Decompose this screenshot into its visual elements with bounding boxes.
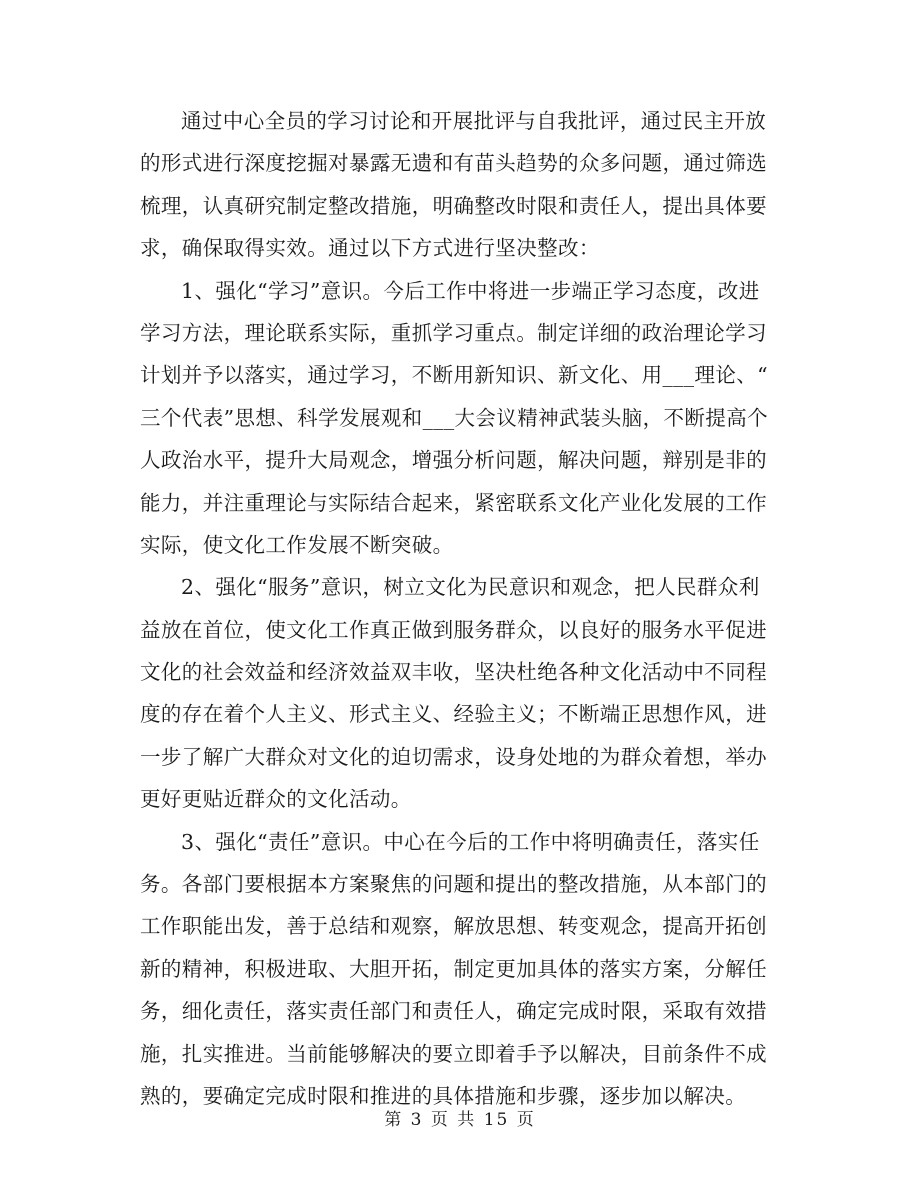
paragraph-service-line: 文化的社会效益和经济效益双丰收，坚决杜绝各种文化活动中不同程 <box>140 660 767 685</box>
body-text <box>140 100 800 1117</box>
page-number: 第 3 页 共 15 页 <box>384 1110 536 1130</box>
paragraph-study-line: 学习方法，理论联系实际，重抓学习重点。制定详细的政治理论学习 <box>140 320 767 345</box>
paragraph-service-line: 益放在首位，使文化工作真正做到服务群众，以良好的服务水平促进 <box>140 617 767 642</box>
paragraph-study-line: 三个代表”思想、科学发展观和___大会议精神武装头脑，不断提高个 <box>140 405 769 430</box>
paragraph-responsibility-line: 施，扎实推进。当前能够解决的要立即着手予以解决，目前条件不成 <box>140 1041 767 1066</box>
paragraph-study-line: 人政治水平，提升大局观念，增强分析问题，解决问题，辩别是非的 <box>140 448 767 473</box>
paragraph-responsibility-line: 新的精神，积极进取、大胆开拓，制定更加具体的落实方案，分解任 <box>140 956 767 981</box>
paragraph-service-line: 度的存在着个人主义、形式主义、经验主义；不断端正思想作风，进 <box>140 702 767 727</box>
paragraph-intro-line: 梳理，认真研究制定整改措施，明确整改时限和责任人，提出具体要 <box>140 193 767 218</box>
paragraph-responsibility-line: 工作职能出发，善于总结和观察，解放思想、转变观念，提高开拓创 <box>140 914 767 939</box>
paragraph-study-line: 能力，并注重理论与实际结合起来，紧密联系文化产业化发展的工作 <box>140 490 767 515</box>
paragraph-service-line: 2、强化“服务”意识，树立文化为民意识和观念，把人民群众利 <box>181 575 760 600</box>
paragraph-intro-line: 求，确保取得实效。通过以下方式进行坚决整改： <box>140 236 600 261</box>
paragraph-intro-line: 通过中心全员的学习讨论和开展批评与自我批评，通过民主开放 <box>181 109 767 133</box>
paragraph-study-line: 1、强化“学习”意识。今后工作中将进一步端正学习态度，改进 <box>181 278 760 303</box>
paragraph-responsibility-line: 3、强化“责任”意识。中心在今后的工作中将明确责任，落实任 <box>181 829 760 854</box>
paragraph-service-line: 更好更贴近群众的文化活动。 <box>140 787 412 812</box>
paragraph-responsibility-line: 务，细化责任，落实责任部门和责任人，确定完成时限，采取有效措 <box>140 999 767 1024</box>
paragraph-service-line: 一步了解广大群众对文化的迫切需求，设身处地的为群众着想，举办 <box>140 744 767 769</box>
paragraph-study-line: 计划并予以落实，通过学习，不断用新知识、新文化、用___理论、“ <box>140 363 769 388</box>
paragraph-intro-line: 的形式进行深度挖掘对暴露无遗和有苗头趋势的众多问题，通过筛选 <box>140 151 767 176</box>
paragraph-study-line: 实际，使文化工作发展不断突破。 <box>140 532 454 557</box>
paragraph-responsibility-line: 熟的，要确定完成时限和推进的具体措施和步骤，逐步加以解决。 <box>140 1083 747 1108</box>
paragraph-responsibility-line: 务。各部门要根据本方案聚焦的问题和提出的整改措施，从本部门的 <box>140 872 767 897</box>
